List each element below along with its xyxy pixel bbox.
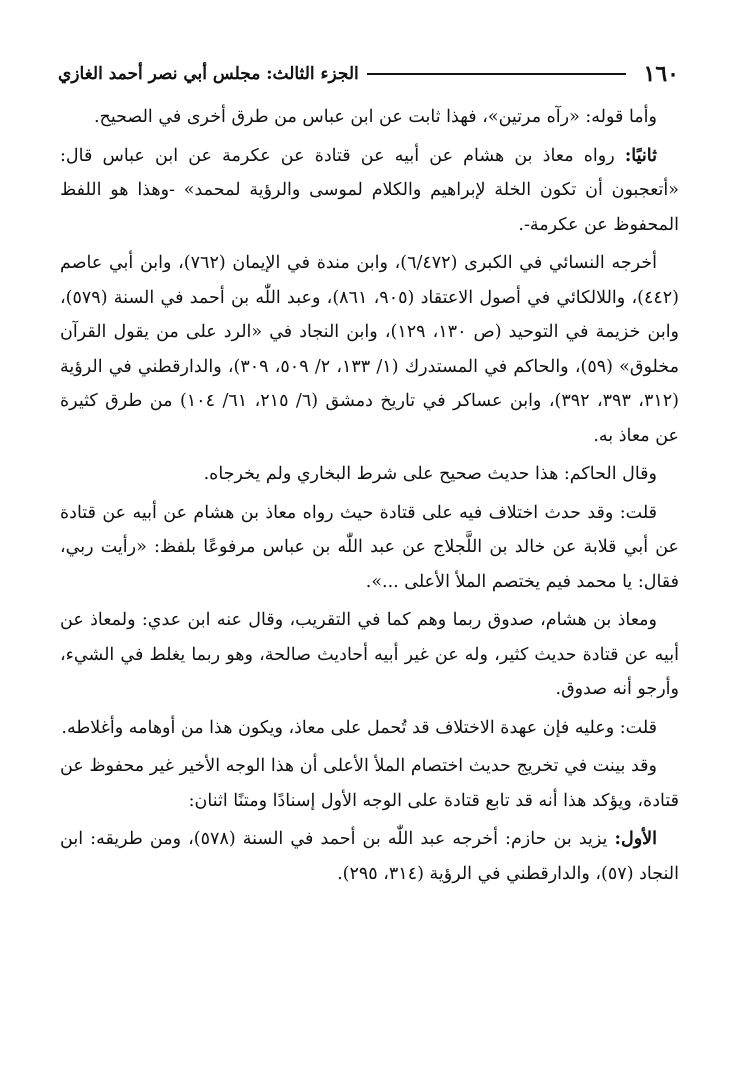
paragraph <box>60 711 679 746</box>
paragraph-text: ومعاذ بن هشام، صدوق ربما وهم كما في التقريب، وقال عنه ابن عدي: ولمعاذ عن أبيه عن قتادة حديث كثير، وله عن غير أبيه أحاديث صالحة، وهو ربما يغلط في الشيء، وأرجو أنه صدوق. <box>60 610 679 699</box>
page-number: ١٦٠ <box>643 61 679 87</box>
paragraph <box>60 100 679 135</box>
paragraph-text: وأما قوله: «رآه مرتين»، فهذا ثابت عن ابن عباس من طرق أخرى في الصحيح. <box>93 107 657 127</box>
paragraph-text: أخرجه النسائي في الكبرى (٦/٤٧٢)، وابن مندة في الإيمان (٧٦٢)، وابن أبي عاصم (٤٤٢)، واللالكائي في أصول الاعتقاد (٩٠٥، ٨٦١)، وعبد اللّٰه بن أحمد في السنة (٥٧٩)، وابن خزيمة في التوحيد (ص ١٣٠، ١٢٩)، وابن النجاد في «الرد على من يقول القرآن مخلوق» (٥٩)، والحاكم في المستدرك (١/ ١٣٣، ٢/ ٥٠٩، ٣٠٩)، والدارقطني في الرؤية (٣١٢، ٣٩٣، ٣٩٢)، وابن عساكر في تاريخ دمشق (٦/ ٢١٥، ٦١/ ١٠٤) من طرق كثيرة عن معاذ به. <box>60 253 680 446</box>
header-rule <box>367 73 626 75</box>
paragraph <box>60 603 679 707</box>
paragraph <box>60 496 679 600</box>
paragraph-text: قلت: وعليه فإن عهدة الاختلاف قد تُحمل على معاذ، ويكون هذا من أوهامه وأغلاطه. <box>61 717 657 738</box>
paragraph-text: رواه معاذ بن هشام عن أبيه عن قتادة عن عكرمة عن ابن عباس قال: «أتعجبون أن تكون الخلة لإبراهيم والكلام لموسى والرؤية لمحمد» -وهذا هو اللفظ المحفوظ عن عكرمة-. <box>60 145 679 235</box>
paragraph <box>60 749 679 818</box>
paragraph <box>60 822 679 891</box>
paragraph <box>60 139 679 243</box>
paragraph-text: يزيد بن حازم: أخرجه عبد اللّٰه بن أحمد في السنة (٥٧٨)، ومن طريقه: ابن النجاد (٥٧)، والدارقطني في الرؤية (٣١٤، ٢٩٥). <box>60 829 679 884</box>
paragraph <box>60 457 679 492</box>
paragraph <box>60 246 679 453</box>
paragraph-text: وقال الحاكم: هذا حديث صحيح على شرط البخاري ولم يخرجاه. <box>203 464 657 484</box>
paragraph-text: وقد بينت في تخريج حديث اختصام الملأ الأعلى أن هذا الوجه الأخير غير محفوظ عن قتادة، ويؤكد هذا أنه قد تابع قتادة على الوجه الأول إسنادًا ومتنًا اثنان: <box>60 756 679 811</box>
running-title: الجزء الثالث: مجلس أبي نصر أحمد الغازي <box>58 64 359 84</box>
paragraph-lead: ثانيًا: <box>624 145 657 166</box>
paragraph-lead: الأول: <box>614 829 657 849</box>
page-header <box>58 58 679 90</box>
page-body <box>60 100 679 895</box>
paragraph-text: قلت: وقد حدث اختلاف فيه على قتادة حيث رواه معاذ بن هشام عن أبيه عن قتادة عن أبي قلابة عن خالد بن اللَّجلاج عن عبد اللّٰه بن عباس مرفوعًا بلفظ: «رأيت ربي، فقال: يا محمد فيم يختصم الملأ الأعلى ...». <box>60 502 679 592</box>
